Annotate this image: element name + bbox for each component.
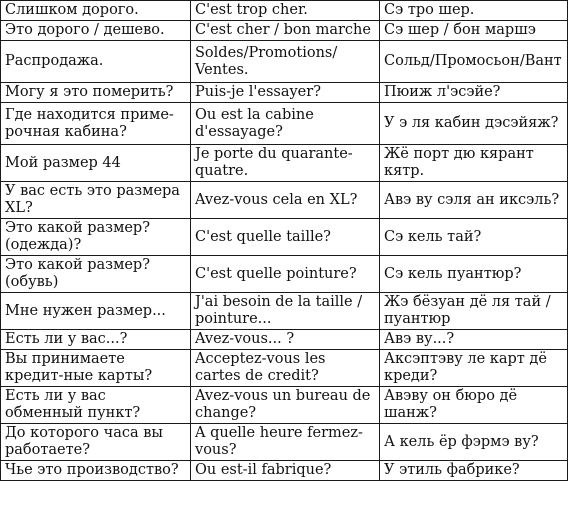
transcription-cell: Аксэптэву ле карт дё креди? bbox=[380, 350, 568, 387]
french-cell: J'ai besoin de la taille / pointure... bbox=[191, 293, 380, 330]
russian-cell: Могу я это померить? bbox=[1, 83, 191, 103]
russian-cell: Слишком дорого. bbox=[1, 1, 191, 21]
table-row bbox=[1, 424, 568, 461]
french-cell: Puis-je l'essayer? bbox=[191, 83, 380, 103]
transcription-cell: Пюиж л'эсэйе? bbox=[380, 83, 568, 103]
table-row bbox=[1, 219, 568, 256]
russian-cell: У вас есть это размера XL? bbox=[1, 182, 191, 219]
table-row bbox=[1, 103, 568, 145]
transcription-cell: У этиль фабрике? bbox=[380, 461, 568, 481]
french-cell: Ou est la cabine d'essayage? bbox=[191, 103, 380, 145]
table-row bbox=[1, 256, 568, 293]
table-row bbox=[1, 330, 568, 350]
french-cell: Acceptez-vous les cartes de credit? bbox=[191, 350, 380, 387]
russian-cell: Чье это производство? bbox=[1, 461, 191, 481]
french-cell: C'est quelle taille? bbox=[191, 219, 380, 256]
table-row bbox=[1, 350, 568, 387]
french-cell: Ou est-il fabrique? bbox=[191, 461, 380, 481]
transcription-cell: Авэ ву сэля ан иксэль? bbox=[380, 182, 568, 219]
russian-cell: Это дорого / дешево. bbox=[1, 21, 191, 41]
russian-cell: Мой размер 44 bbox=[1, 145, 191, 182]
table-row bbox=[1, 293, 568, 330]
transcription-cell: Сэ кель пуантюр? bbox=[380, 256, 568, 293]
russian-cell: Есть ли у вас обменный пункт? bbox=[1, 387, 191, 424]
french-cell: Soldes/Promotions/ Ventes. bbox=[191, 41, 380, 83]
russian-cell: Есть ли у вас...? bbox=[1, 330, 191, 350]
french-cell: Je porte du quarante-quatre. bbox=[191, 145, 380, 182]
french-cell: A quelle heure fermez-vous? bbox=[191, 424, 380, 461]
table-row bbox=[1, 461, 568, 481]
transcription-cell: Авэву он бюро дё шанж? bbox=[380, 387, 568, 424]
french-cell: Avez-vous un bureau de change? bbox=[191, 387, 380, 424]
transcription-cell: Сэ кель тай? bbox=[380, 219, 568, 256]
french-cell: C'est trop cher. bbox=[191, 1, 380, 21]
transcription-cell: Жё порт дю кярант кятр. bbox=[380, 145, 568, 182]
transcription-cell: А кель ёр фэрмэ ву? bbox=[380, 424, 568, 461]
table-row bbox=[1, 83, 568, 103]
russian-cell: Вы принимаете кредит-ные карты? bbox=[1, 350, 191, 387]
table-row bbox=[1, 41, 568, 83]
french-cell: C'est cher / bon marche bbox=[191, 21, 380, 41]
french-cell: Avez-vous cela en XL? bbox=[191, 182, 380, 219]
table-row bbox=[1, 387, 568, 424]
transcription-cell: У э ля кабин дэсэйяж? bbox=[380, 103, 568, 145]
russian-cell: Это какой размер? (одежда)? bbox=[1, 219, 191, 256]
russian-cell: Мне нужен размер... bbox=[1, 293, 191, 330]
table-row bbox=[1, 182, 568, 219]
russian-cell: Это какой размер? (обувь) bbox=[1, 256, 191, 293]
transcription-cell: Жэ бёзуан дё ля тай / пуантюр bbox=[380, 293, 568, 330]
table-row bbox=[1, 145, 568, 182]
table-row bbox=[1, 1, 568, 21]
transcription-cell: Сэ шер / бон маршэ bbox=[380, 21, 568, 41]
transcription-cell: Сольд/Промосьон/Вант bbox=[380, 41, 568, 83]
french-cell: Avez-vous... ? bbox=[191, 330, 380, 350]
french-cell: C'est quelle pointure? bbox=[191, 256, 380, 293]
transcription-cell: Авэ ву...? bbox=[380, 330, 568, 350]
russian-cell: Где находится приме-рочная кабина? bbox=[1, 103, 191, 145]
transcription-cell: Сэ тро шер. bbox=[380, 1, 568, 21]
russian-cell: До которого часа вы работаете? bbox=[1, 424, 191, 461]
russian-cell: Распродажа. bbox=[1, 41, 191, 83]
table-row bbox=[1, 21, 568, 41]
phrasebook-table-body bbox=[1, 1, 568, 481]
